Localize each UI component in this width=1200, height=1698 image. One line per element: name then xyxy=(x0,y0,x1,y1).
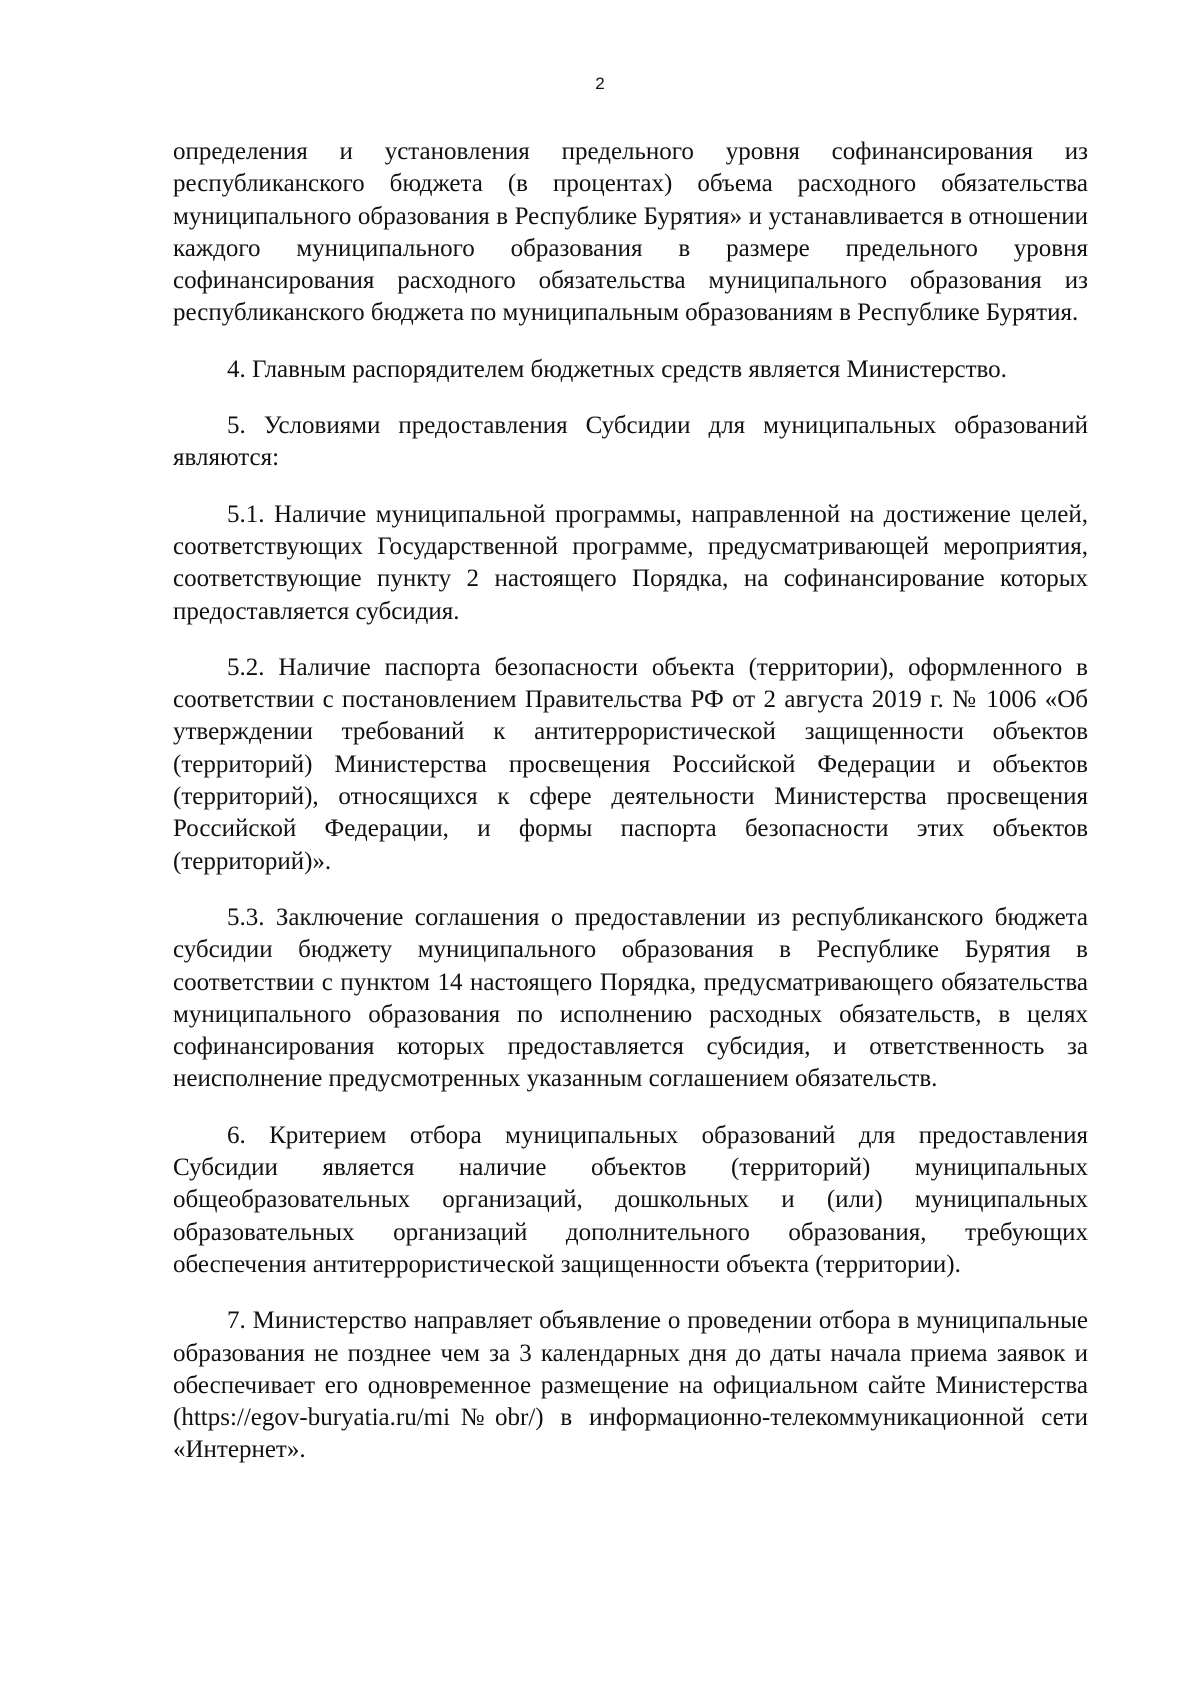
paragraph-continuation: определения и установления предельного уровня софинансирования из республиканского бюджета (в процентах) объема расходного обязательства муниципального образования в Республике Бурятия» и устанавливается в отношении каждого муниципального образования в размере предельного уровня софинансирования расходного обязательства муниципального образования из республиканского бюджета по муниципальным образованиям в Республике Бурятия. xyxy=(173,138,1088,327)
paragraph-item-5-3: 5.3. Заключение соглашения о предоставлении из республиканского бюджета субсидии бюджету муниципального образования в Республике Бурятия в соответствии с пунктом 14 настоящего Порядка, предусматривающего обязательства муниципального образования по исполнению расходных обязательств, в целях софинансирования которых предоставляется субсидия, и ответственность за неисполнение предусмотренных указанным соглашением обязательств. xyxy=(173,903,1088,1093)
paragraph-item-6: 6. Критерием отбора муниципальных образований для предоставления Субсидии является наличие объектов (территорий) муниципальных общеобразовательных организаций, дошкольных и (или) муниципальных образовательных организаций дополнительного образования, требующих обеспечения антитеррористической защищенности объекта (территории). xyxy=(173,1121,1088,1278)
paragraph-item-5-1: 5.1. Наличие муниципальной программы, направленной на достижение целей, соответствующих Государственной программе, предусматривающей мероприятия, соответствующие пункту 2 настоящего Порядка, на софинансирование которых предоставляется субсидия. xyxy=(173,500,1088,625)
paragraph-item-7: 7. Министерство направляет объявление о проведении отбора в муниципальные образования не позднее чем за 3 календарных дня до даты начала приема заявок и обеспечивает его одновременное размещение на официальном сайте Министерства (https://egov-buryatia.ru/mi№obr/) в информационно-телекоммуникационной сети «Интернет». xyxy=(173,1307,1088,1464)
paragraph-item-5-2: 5.2. Наличие паспорта безопасности объекта (территории), оформленного в соответствии с постановлением Правительства РФ от 2 августа 2019 г. № 1006 «Об утверждении требований к антитеррористической защищенности объектов (территорий) Министерства просвещения Российской Федерации и объектов (территорий), относящихся к сфере деятельности Министерства просвещения Российской Федерации, и формы паспорта безопасности этих объектов (территорий)». xyxy=(173,653,1088,875)
document-body xyxy=(173,136,1088,1491)
paragraph-item-5: 5. Условиями предоставления Субсидии для муниципальных образований являются: xyxy=(173,412,1088,472)
paragraph-item-4: 4. Главным распорядителем бюджетных средств является Министерство. xyxy=(227,355,1007,383)
page-number: 2 xyxy=(595,74,605,93)
